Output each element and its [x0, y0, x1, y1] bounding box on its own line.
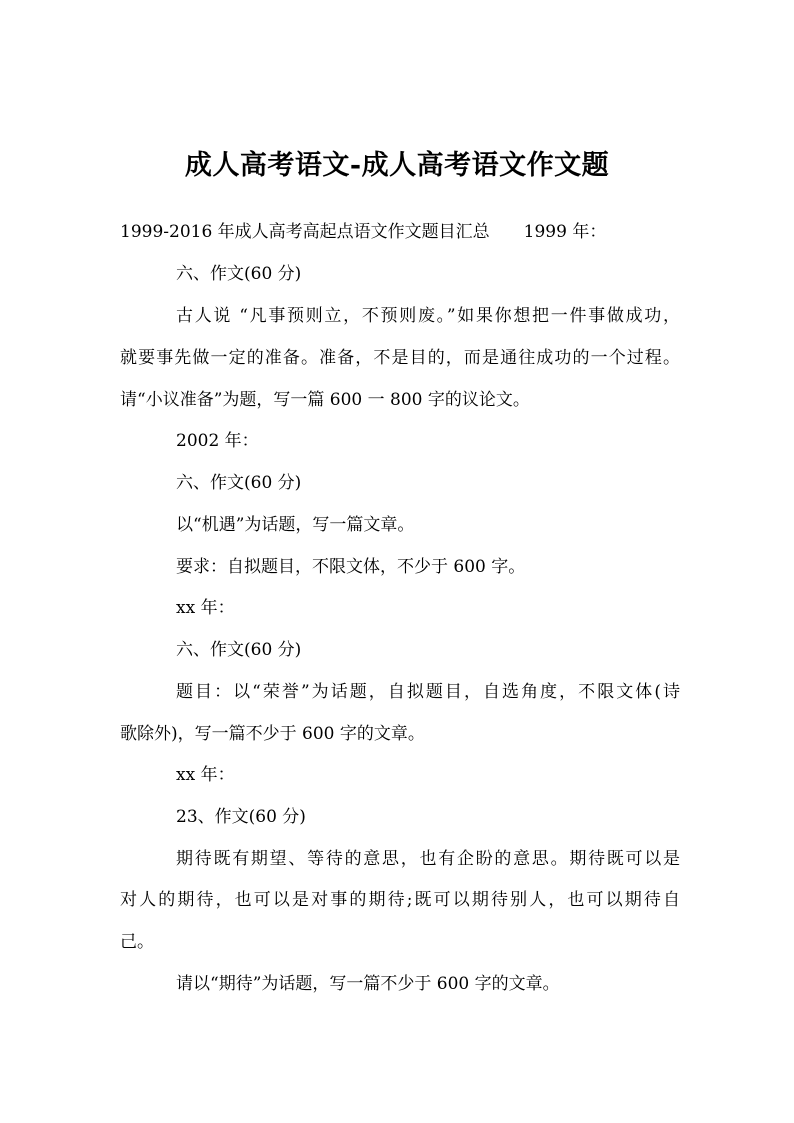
text-line: 六、作文(60 分) — [176, 640, 302, 660]
text-line: 2002 年： — [176, 431, 259, 451]
text-line: xx 年： — [176, 765, 235, 785]
text-line: 歌除外)，写一篇不少于 600 字的文章。 — [120, 724, 425, 744]
text-line: 1999-2016 年成人高考高起点语文作文题目汇总 1999 年： — [120, 222, 607, 242]
document-title: 成人高考语文-成人高考语文作文题 — [184, 150, 610, 181]
text-line: xx 年： — [176, 598, 235, 618]
text-line: 题目：以“荣誉”为话题，自拟题目，自选角度，不限文体(诗 — [176, 682, 680, 702]
text-line: 己。 — [120, 932, 154, 952]
text-line: 古人说 “凡事预则立，不预则废。”如果你想把一件事做成功， — [176, 306, 680, 326]
text-line: 请“小议准备”为题，写一篇 600 一 800 字的议论文。 — [120, 390, 530, 410]
text-line: 请以“期待”为话题，写一篇不少于 600 字的文章。 — [176, 974, 560, 994]
text-line: 六、作文(60 分) — [176, 264, 302, 284]
text-line: 期待既有期望、等待的意思，也有企盼的意思。期待既可以是 — [176, 849, 680, 869]
text-line: 对人的期待，也可以是对事的期待;既可以期待别人，也可以期待自 — [120, 890, 680, 910]
text-line: 六、作文(60 分) — [176, 473, 302, 493]
text-line: 以“机遇”为话题，写一篇文章。 — [176, 515, 415, 535]
text-line: 就要事先做一定的准备。准备，不是目的，而是通往成功的一个过程。 — [120, 348, 680, 368]
text-line: 23、作文(60 分) — [176, 807, 306, 827]
text-line: 要求：自拟题目，不限文体，不少于 600 字。 — [176, 557, 526, 577]
